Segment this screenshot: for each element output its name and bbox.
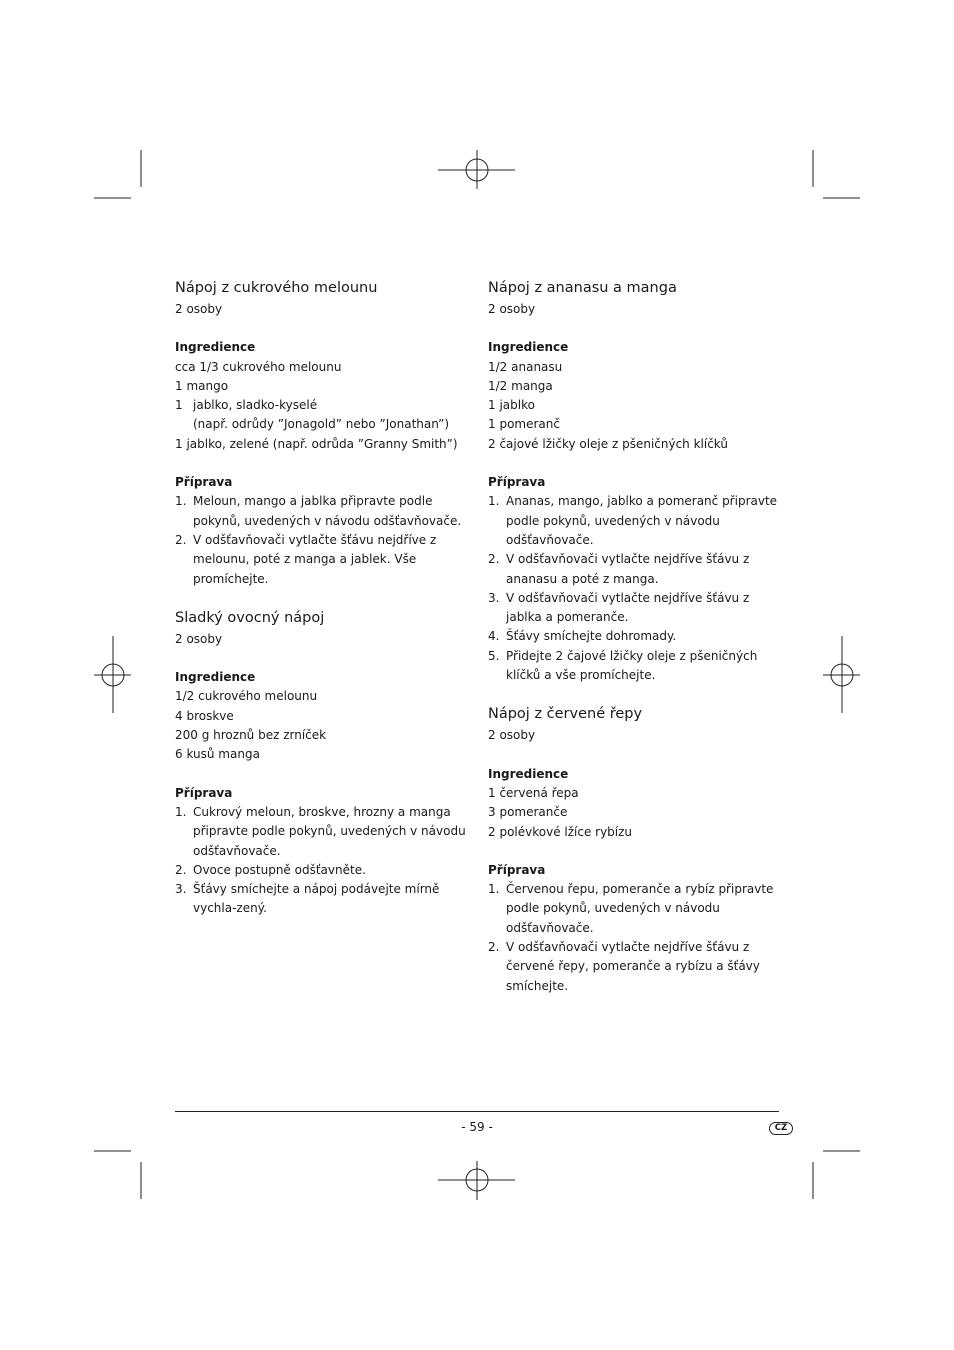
ingredient-item: 1 mango [175, 378, 229, 393]
step-text: Přidejte 2 čajové lžičky oleje z pšeničných klíčků a vše promíchejte. [506, 648, 758, 683]
step-text: V odšťavňovači vytlačte nejdříve šťávu z jablka a pomeranče. [506, 590, 750, 625]
ingredients-heading: Ingredience [488, 340, 569, 355]
step-number: 4. [488, 629, 500, 644]
step-number: 3. [175, 882, 187, 897]
ingredient-item: 1 červená řepa [488, 785, 579, 800]
method-step [175, 861, 470, 880]
ingredient-item: 1 jablko, zelené (např. odrůda ”Granny Smith”) [175, 436, 458, 451]
step-number: 2. [488, 552, 500, 567]
language-badge: CZ [769, 1122, 793, 1135]
step-text: V odšťavňovači vytlačte nejdříve šťávu z červené řepy, pomeranče a rybízu a šťávy smíchejte. [506, 940, 760, 993]
method-step [488, 627, 788, 646]
ingredient-item: 1 jablko [488, 398, 535, 413]
step-text: Červenou řepu, pomeranče a rybíz připravte podle pokynů, uvedených v návodu odšťavňovače. [506, 882, 774, 935]
recipe-servings: 2 osoby [175, 302, 223, 316]
recipe-pineapple-mango-drink [488, 276, 788, 685]
step-text: Meloun, mango a jablka připravte podle pokynů, uvedených v návodu odšťavňovače. [193, 494, 462, 528]
ingredients-heading: Ingredience [175, 340, 256, 355]
method-step [488, 589, 788, 628]
recipe-sweet-fruit-drink [175, 606, 470, 919]
step-number: 1. [488, 494, 500, 509]
ingredient-text: jablko, sladko-kyselé [193, 398, 318, 413]
step-number: 3. [488, 590, 500, 605]
ingredient-note: (např. odrůdy ”Jonagold” nebo ”Jonathan”) [193, 417, 450, 432]
method-step [488, 938, 788, 996]
step-number: 1. [175, 494, 187, 509]
ingredient-item: 4 broskve [175, 708, 234, 723]
step-text: Ananas, mango, jablko a pomeranč připravte podle pokynů, uvedených v návodu odšťavňovače. [506, 494, 778, 547]
ingredient-item: 1/2 cukrového melounu [175, 689, 318, 704]
method-step [175, 803, 470, 861]
right-column [488, 276, 788, 996]
ingredients-heading: Ingredience [175, 670, 256, 685]
ingredient-item: 1 pomeranč [488, 417, 560, 432]
method-step [488, 880, 788, 938]
recipe-servings: 2 osoby [175, 631, 223, 646]
step-number: 2. [175, 532, 187, 547]
ingredients-heading: Ingredience [488, 766, 569, 781]
ingredient-item: 2 čajové lžičky oleje z pšeničných klíčků [488, 436, 728, 451]
recipe-melon-drink [175, 276, 470, 589]
method-heading: Příprava [488, 862, 546, 877]
ingredient-item: 2 polévkové lžíce rybízu [488, 824, 633, 839]
step-number: 1. [488, 882, 500, 897]
ingredient-item: cca 1/3 cukrového melounu [175, 359, 342, 374]
method-heading: Příprava [488, 475, 546, 490]
step-number: 2. [488, 940, 500, 955]
method-step [175, 492, 470, 531]
ingredient-item: 200 g hroznů bez zrníček [175, 728, 327, 743]
method-heading: Příprava [175, 785, 233, 800]
recipe-servings: 2 osoby [488, 728, 536, 743]
step-number: 1. [175, 804, 187, 819]
method-step [488, 492, 788, 550]
step-number: 5. [488, 648, 500, 663]
recipe-servings: 2 osoby [488, 302, 536, 316]
method-step [175, 880, 470, 919]
method-heading: Příprava [175, 475, 233, 490]
footer-rule [175, 1111, 779, 1112]
ingredient-item: 1/2 ananasu [488, 359, 563, 374]
ingredient-item: 6 kusů manga [175, 747, 260, 762]
recipe-beetroot-drink [488, 702, 788, 996]
step-text: V odšťavňovači vytlačte šťávu nejdříve z melounu, poté z manga a jablek. Vše promíchejte. [193, 532, 437, 586]
recipe-title: Nápoj z červené řepy [488, 706, 643, 723]
step-text: Šťávy smíchejte dohromady. [506, 629, 677, 644]
page-number: - 59 - [461, 1120, 493, 1134]
step-text: V odšťavňovači vytlačte nejdříve šťávu z ananasu a poté z manga. [506, 552, 750, 586]
left-column [175, 276, 470, 919]
ingredient-item: 1/2 manga [488, 378, 553, 393]
method-step [488, 647, 788, 686]
recipe-title: Nápoj z ananasu a manga [488, 280, 677, 296]
method-step [175, 531, 470, 589]
method-step [488, 550, 788, 589]
recipe-title: Sladký ovocný nápoj [175, 609, 325, 626]
step-text: Šťávy smíchejte a nápoj podávejte mírně vychla-zený. [193, 882, 440, 916]
recipe-title: Nápoj z cukrového melounu [175, 280, 378, 296]
ingredient-item [175, 396, 470, 415]
step-number: 2. [175, 862, 187, 877]
step-text: Ovoce postupně odšťavněte. [193, 862, 366, 877]
step-text: Cukrový meloun, broskve, hrozny a manga připravte podle pokynů, uvedených v návodu odšťavňovače. [193, 804, 466, 858]
ingredient-item: 3 pomeranče [488, 805, 568, 820]
ingredient-quantity: 1 [175, 398, 183, 413]
